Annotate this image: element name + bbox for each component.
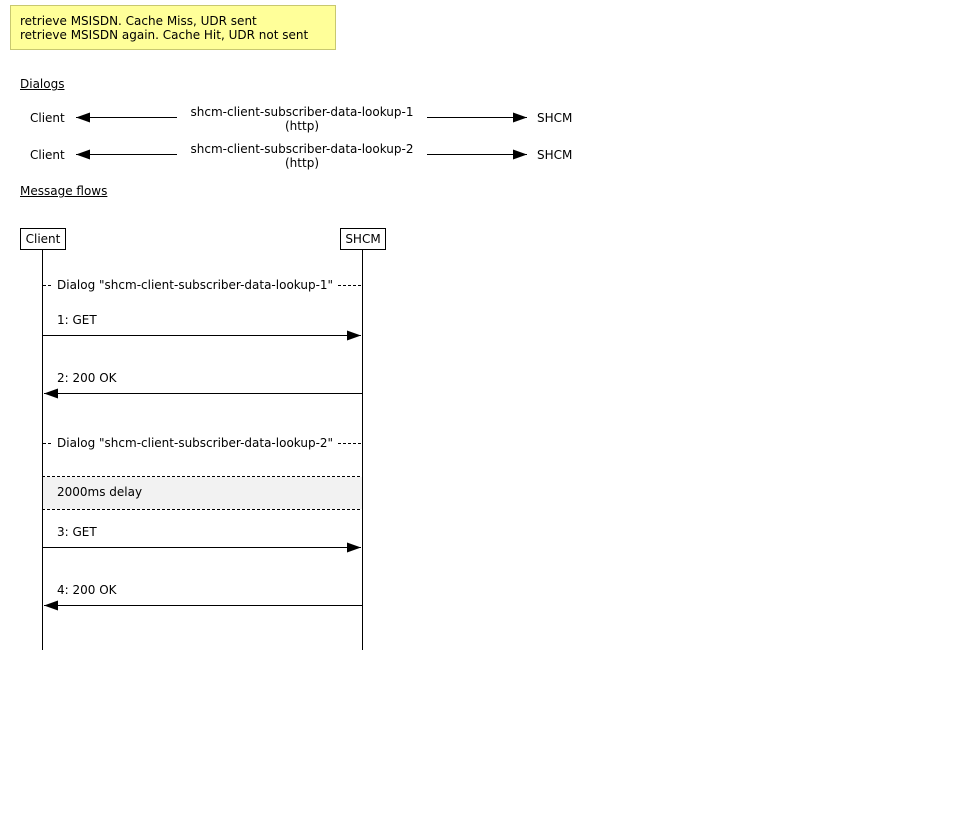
note-line-2: retrieve MSISDN again. Cache Hit, UDR not sent xyxy=(20,28,309,42)
note-line-1: retrieve MSISDN. Cache Miss, UDR sent xyxy=(20,14,257,28)
message-3-label: 3: GET xyxy=(57,525,97,539)
dialog-marker-2-label: Dialog "shcm-client-subscriber-data-lookup-2" xyxy=(53,436,337,450)
dialog-2-protocol: (http) xyxy=(285,156,319,170)
message-1-label: 1: GET xyxy=(57,313,97,327)
dialog-1-right-participant: SHCM xyxy=(537,111,573,125)
dialog-marker-1-label: Dialog "shcm-client-subscriber-data-lookup-1" xyxy=(53,278,337,292)
dialog-1-protocol: (http) xyxy=(285,119,319,133)
dialog-2-left-participant: Client xyxy=(30,148,65,162)
participant-shcm: SHCM xyxy=(340,228,386,250)
dialog-2-name: shcm-client-subscriber-data-lookup-2 xyxy=(190,142,414,156)
participant-client: Client xyxy=(20,228,66,250)
dialogs-title: Dialogs xyxy=(20,77,65,91)
message-flows-title: Message flows xyxy=(20,184,108,198)
message-4-label: 4: 200 OK xyxy=(57,583,117,597)
dialog-2-right-participant: SHCM xyxy=(537,148,573,162)
message-2-label: 2: 200 OK xyxy=(57,371,117,385)
dialog-1-name: shcm-client-subscriber-data-lookup-1 xyxy=(190,105,414,119)
delay-label: 2000ms delay xyxy=(57,485,143,499)
dialog-1-left-participant: Client xyxy=(30,111,65,125)
